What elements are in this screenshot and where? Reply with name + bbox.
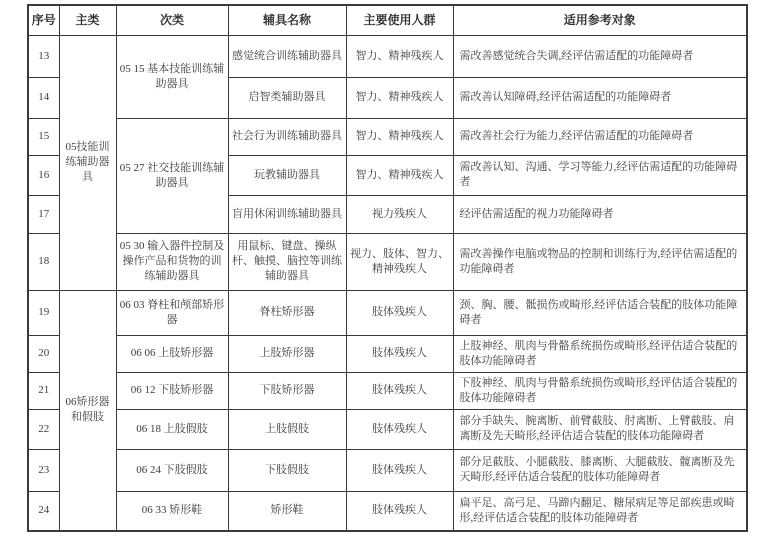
device-name-cell: 感觉统合训练辅助器具 (228, 35, 346, 77)
target-cell: 需改善社会行为能力,经评估需适配的功能障碍者 (453, 118, 747, 155)
subcategory-cell: 06 06 上肢矫形器 (116, 335, 228, 372)
user-group-cell: 智力、精神残疾人 (346, 35, 453, 77)
user-group-cell: 智力、精神残疾人 (346, 118, 453, 155)
device-name-cell: 脊柱矫形器 (228, 290, 346, 335)
target-cell: 需改善认知、沟通、学习等能力,经评估需适配的功能障碍者 (453, 155, 747, 195)
table-row (28, 372, 747, 409)
subcategory-cell: 06 12 下肢矫形器 (116, 372, 228, 409)
table-row (28, 409, 747, 449)
target-cell: 需改善感觉统合失调,经评估需适配的功能障碍者 (453, 35, 747, 77)
target-cell: 颈、胸、腰、骶损伤或畸形,经评估适合装配的肢体功能障碍者 (453, 290, 747, 335)
header-row (28, 5, 747, 35)
subcategory-cell: 05 27 社交技能训练辅助器具 (116, 118, 228, 233)
row-number-cell: 23 (28, 449, 59, 491)
row-number-cell: 15 (28, 118, 59, 155)
subcategory-cell: 05 30 输入器件控制及操作产品和货物的训练辅助器具 (116, 233, 228, 290)
col-header-user-group: 主要使用人群 (346, 5, 453, 35)
user-group-cell: 智力、精神残疾人 (346, 155, 453, 195)
user-group-cell: 视力残疾人 (346, 195, 453, 233)
user-group-cell: 智力、精神残疾人 (346, 77, 453, 118)
user-group-cell: 肢体残疾人 (346, 372, 453, 409)
table-row (28, 335, 747, 372)
device-name-cell: 启智类辅助器具 (228, 77, 346, 118)
row-number-cell: 16 (28, 155, 59, 195)
row-number-cell: 14 (28, 77, 59, 118)
target-cell: 部分手缺失、腕离断、前臂截肢、肘离断、上臂截肢、肩离断及先天畸形,经评估适合装配的肢体功能障碍者 (453, 409, 747, 449)
target-cell: 需改善认知障碍,经评估需适配的功能障碍者 (453, 77, 747, 118)
device-name-cell: 上肢假肢 (228, 409, 346, 449)
target-cell: 需改善操作电脑或物品的控制和训练行为,经评估需适配的功能障碍者 (453, 233, 747, 290)
subcategory-cell: 06 18 上肢假肢 (116, 409, 228, 449)
table-row (28, 449, 747, 491)
device-name-cell: 下肢假肢 (228, 449, 346, 491)
target-cell: 经评估需适配的视力功能障碍者 (453, 195, 747, 233)
subcategory-cell: 06 24 下肢假肢 (116, 449, 228, 491)
subcategory-cell: 05 15 基本技能训练辅助器具 (116, 35, 228, 118)
target-cell: 扁平足、高弓足、马蹄内翻足、糖尿病足等足部疾患或畸形,经评估适合装配的肢体功能障碍者 (453, 491, 747, 531)
row-number-cell: 24 (28, 491, 59, 531)
user-group-cell: 肢体残疾人 (346, 335, 453, 372)
assistive-devices-table (27, 4, 748, 532)
main-category-cell: 06矫形器和假肢 (59, 290, 116, 531)
user-group-cell: 肢体残疾人 (346, 491, 453, 531)
row-number-cell: 17 (28, 195, 59, 233)
subcategory-cell: 06 33 矫形鞋 (116, 491, 228, 531)
device-name-cell: 上肢矫形器 (228, 335, 346, 372)
row-number-cell: 22 (28, 409, 59, 449)
device-name-cell: 矫形鞋 (228, 491, 346, 531)
user-group-cell: 肢体残疾人 (346, 290, 453, 335)
device-name-cell: 下肢矫形器 (228, 372, 346, 409)
col-header-main-category: 主类 (59, 5, 116, 35)
device-name-cell: 盲用休闲训练辅助器具 (228, 195, 346, 233)
table-row (28, 233, 747, 290)
row-number-cell: 21 (28, 372, 59, 409)
row-number-cell: 20 (28, 335, 59, 372)
device-name-cell: 玩教辅助器具 (228, 155, 346, 195)
subcategory-cell: 06 03 脊柱和颅部矫形器 (116, 290, 228, 335)
col-header-subcategory: 次类 (116, 5, 228, 35)
device-name-cell: 用鼠标、键盘、操纵杆、触摸、脑控等训练辅助器具 (228, 233, 346, 290)
row-number-cell: 13 (28, 35, 59, 77)
device-name-cell: 社会行为训练辅助器具 (228, 118, 346, 155)
target-cell: 上肢神经、肌肉与骨骼系统损伤或畸形,经评估适合装配的肢体功能障碍者 (453, 335, 747, 372)
table-row (28, 491, 747, 531)
table-row (28, 290, 747, 335)
user-group-cell: 肢体残疾人 (346, 449, 453, 491)
target-cell: 下肢神经、肌肉与骨骼系统损伤或畸形,经评估适合装配的肢体功能障碍者 (453, 372, 747, 409)
row-number-cell: 18 (28, 233, 59, 290)
table-row (28, 35, 747, 77)
user-group-cell: 视力、肢体、智力、精神残疾人 (346, 233, 453, 290)
col-header-target: 适用参考对象 (453, 5, 747, 35)
col-header-device-name: 辅具名称 (228, 5, 346, 35)
target-cell: 部分足截肢、小腿截肢、膝离断、大腿截肢、髋离断及先天畸形,经评估适合装配的肢体功能障碍者 (453, 449, 747, 491)
col-header-serial: 序号 (28, 5, 59, 35)
user-group-cell: 肢体残疾人 (346, 409, 453, 449)
main-category-cell: 05技能训练辅助器具 (59, 35, 116, 290)
table-row (28, 118, 747, 155)
row-number-cell: 19 (28, 290, 59, 335)
